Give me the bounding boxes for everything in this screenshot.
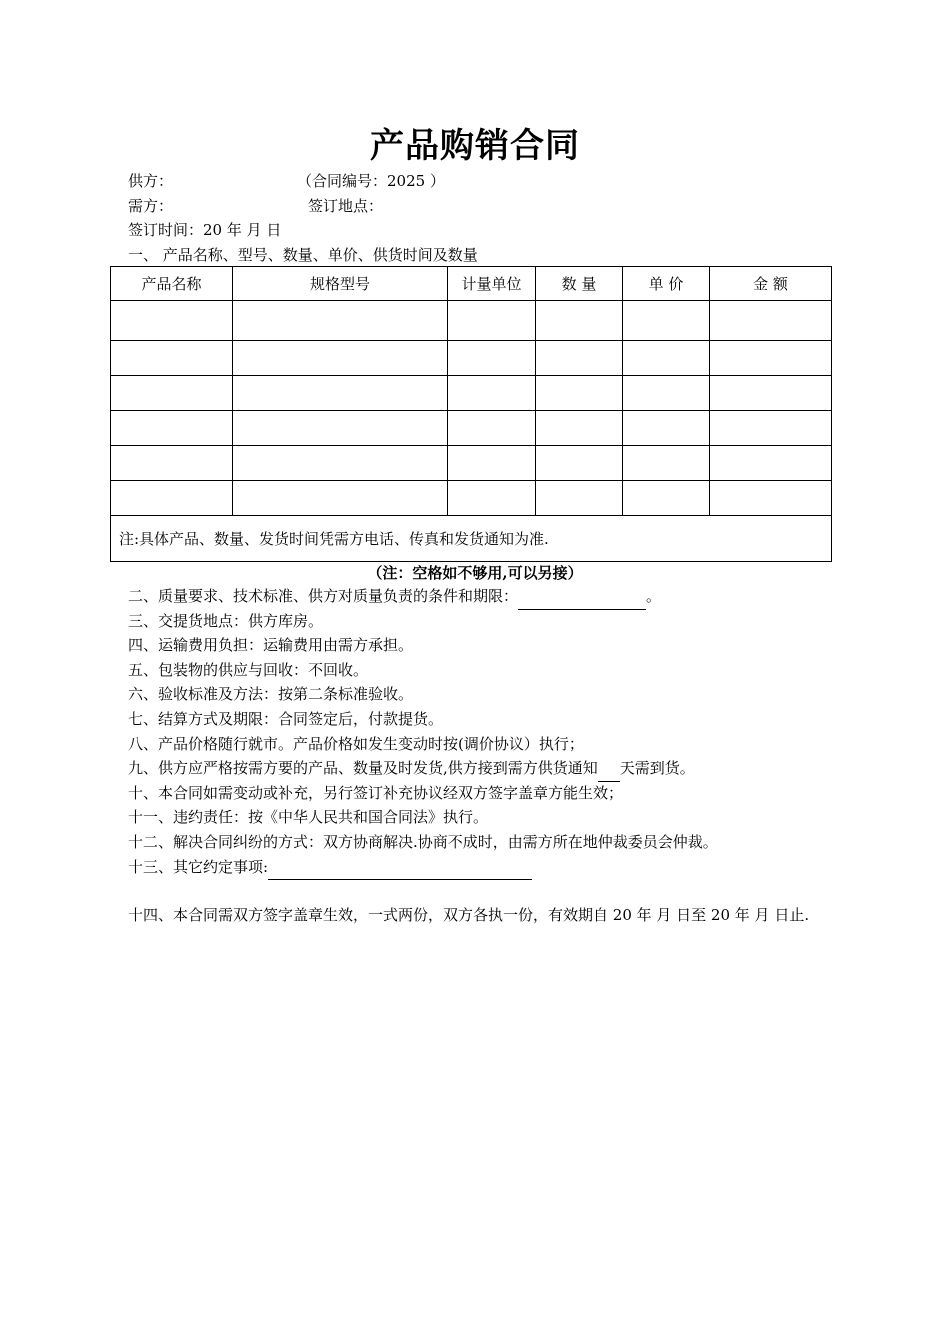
table-cell bbox=[111, 376, 233, 411]
table-cell bbox=[233, 341, 448, 376]
table-cell bbox=[448, 411, 536, 446]
table-cell bbox=[623, 301, 710, 341]
table-cell bbox=[448, 481, 536, 516]
table-cell bbox=[536, 481, 623, 516]
clause-2-text: 二、质量要求、技术标准、供方对质量负责的条件和期限： bbox=[128, 587, 519, 605]
table-row bbox=[111, 411, 832, 446]
table-cell bbox=[233, 301, 448, 341]
clause-8: 八、产品价格随行就市。产品价格如发生变动时按(调价协议）执行； bbox=[128, 734, 584, 753]
table-row bbox=[111, 446, 832, 481]
table-row bbox=[111, 341, 832, 376]
header-unit: 计量单位 bbox=[448, 267, 536, 301]
sign-time: 签订时间：20 年 月 日 bbox=[128, 221, 282, 239]
sign-place-label: 签订地点： bbox=[308, 197, 384, 215]
supplier-label: 供方： bbox=[128, 172, 174, 190]
clause-7: 七、结算方式及期限：合同签定后，付款提货。 bbox=[128, 709, 444, 728]
clause-13-text: 十三、其它约定事项: bbox=[128, 857, 269, 876]
table-cell bbox=[111, 301, 233, 341]
table-header-row bbox=[111, 267, 832, 301]
table-cell bbox=[623, 481, 710, 516]
clauses bbox=[128, 584, 718, 879]
table-cell bbox=[111, 341, 233, 376]
table-cell bbox=[536, 411, 623, 446]
clause-5: 五、包装物的供应与回收：不回收。 bbox=[128, 660, 369, 679]
table-cell bbox=[448, 341, 536, 376]
table-cell bbox=[710, 481, 832, 516]
table-cell bbox=[111, 446, 233, 481]
table-cell bbox=[448, 301, 536, 341]
table-row bbox=[111, 481, 832, 516]
clause-9 bbox=[128, 756, 718, 781]
table-cell bbox=[623, 341, 710, 376]
clause-4: 四、运输费用负担：运输费用由需方承担。 bbox=[128, 636, 414, 655]
clause-13-blank bbox=[268, 855, 532, 881]
table-cell bbox=[623, 446, 710, 481]
table-row bbox=[111, 301, 832, 341]
table-cell bbox=[536, 376, 623, 411]
clause-2 bbox=[128, 584, 718, 609]
table-cell bbox=[111, 481, 233, 516]
table-cell bbox=[233, 376, 448, 411]
table-cell bbox=[536, 446, 623, 481]
clause-14: 十四、本合同需双方签字盖章生效，一式两份，双方各执一份，有效期自 20 年 月 日至 20 年 月 日止. bbox=[128, 906, 810, 924]
buyer-label: 需方： bbox=[128, 197, 174, 215]
table-cell bbox=[623, 411, 710, 446]
table-note-row bbox=[111, 516, 832, 562]
table-row bbox=[111, 376, 832, 411]
table-cell bbox=[710, 301, 832, 341]
clause-9-end: 天需到货。 bbox=[619, 759, 695, 778]
table-cell bbox=[710, 376, 832, 411]
clause-9-blank bbox=[598, 756, 620, 782]
table-cell bbox=[111, 411, 233, 446]
clause-2-blank bbox=[518, 584, 646, 610]
header-amount: 金 额 bbox=[710, 267, 832, 301]
table-cell bbox=[710, 411, 832, 446]
table-cell bbox=[233, 481, 448, 516]
clause-2-end: 。 bbox=[646, 587, 662, 605]
table-note: 注:具体产品、数量、发货时间凭需方电话、传真和发货通知为准. bbox=[111, 516, 832, 562]
section-one-heading: 一、 产品名称、型号、数量、单价、供货时间及数量 bbox=[128, 246, 478, 264]
table-cell bbox=[536, 341, 623, 376]
table-cell bbox=[710, 341, 832, 376]
table-cell bbox=[448, 376, 536, 411]
header-product-name: 产品名称 bbox=[111, 267, 233, 301]
clause-11: 十一、违约责任：按《中华人民共和国合同法》执行。 bbox=[128, 808, 489, 827]
document-title: 产品购销合同 bbox=[370, 126, 580, 166]
clause-6: 六、验收标准及方法：按第二条标准验收。 bbox=[128, 685, 414, 704]
clause-3: 三、交提货地点：供方库房。 bbox=[128, 611, 324, 630]
header-unit-price: 单 价 bbox=[623, 267, 710, 301]
table-cell bbox=[623, 376, 710, 411]
table-cell bbox=[536, 301, 623, 341]
table-footnote: （注：空格如不够用,可以另接） bbox=[367, 564, 583, 582]
clause-9-text: 九、供方应严格按需方要的产品、数量及时发货,供方接到需方供货通知 bbox=[128, 759, 598, 778]
contract-number: （合同编号：2025 ） bbox=[297, 172, 445, 190]
table-cell bbox=[448, 446, 536, 481]
table-cell bbox=[710, 446, 832, 481]
clause-12: 十二、解决合同纠纷的方式：双方协商解决.协商不成时，由需方所在地仲裁委员会仲裁。 bbox=[128, 832, 718, 851]
clause-10: 十、本合同如需变动或补充，另行签订补充协议经双方签字盖章方能生效； bbox=[128, 783, 624, 802]
table-cell bbox=[233, 411, 448, 446]
header-spec-model: 规格型号 bbox=[233, 267, 448, 301]
clause-13 bbox=[128, 855, 718, 880]
header-quantity: 数 量 bbox=[536, 267, 623, 301]
table-cell bbox=[233, 446, 448, 481]
product-table bbox=[110, 266, 832, 562]
